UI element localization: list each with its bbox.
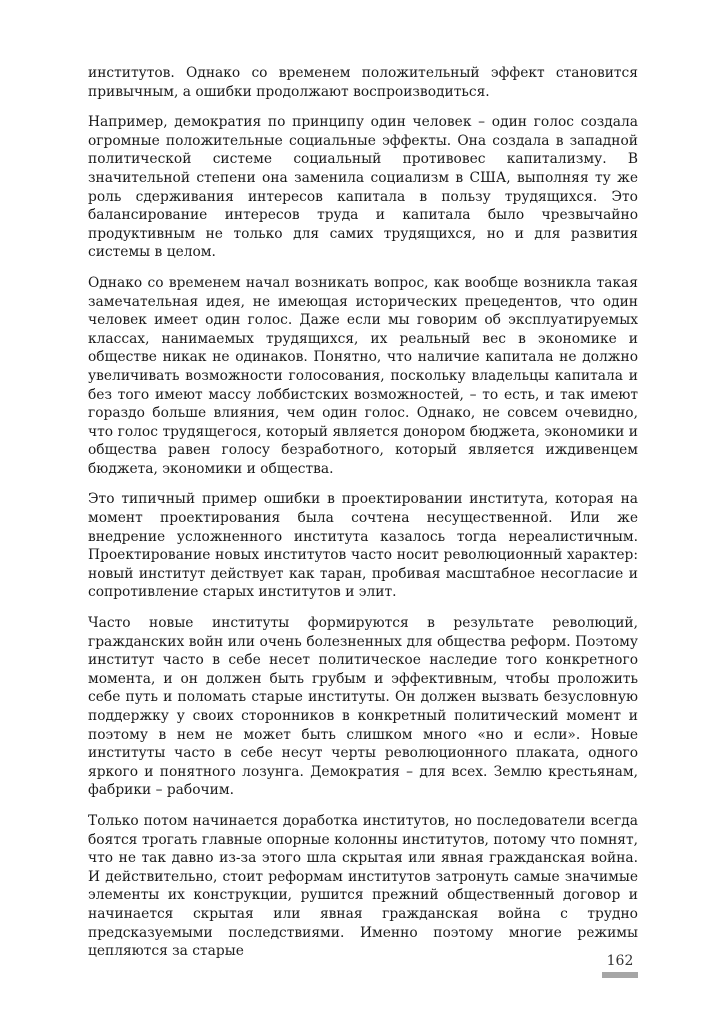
page-number-bar xyxy=(602,972,638,978)
paragraph-5: Часто новые институты формируются в результате революций, гражданских войн или очень болезненных для общества реформ. Поэтому институт часто в себе несет политическое наследие того конкретного момента, и он должен быть грубым и эффективным, чтобы проложить себе путь и поломать старые институты. Он должен вызвать безусловную поддержку у своих сторонников в конкретный политический момент и поэтому в нем не может быть слишком много «но и если». Новые институты часто в себе несут черты революционного плаката, одного яркого и понятного лозунга. Демократия – для всех. Землю крестьянам, фабрики – рабочим. xyxy=(88,615,638,799)
page-number: 162 xyxy=(606,953,634,969)
paragraph-1: институтов. Однако со временем положительный эффект становится привычным, а ошибки продолжают воспроизводиться. xyxy=(88,65,638,100)
page-footer xyxy=(602,952,638,978)
paragraph-4: Это типичный пример ошибки в проектировании института, которая на момент проектирования была сочтена несущественной. Или же внедрение усложненного института казалось тогда нереалистичным. Проектирование новых институтов часто носит революционный характер: новый институт действует как таран, пробивая масштабное несогласие и сопротивление старых институтов и элит. xyxy=(88,491,638,601)
paragraph-3: Однако со временем начал возникать вопрос, как вообще возникла такая замечательная идея, не имеющая исторических прецедентов, что один человек имеет один голос. Даже если мы говорим об эксплуатируемых классах, нанимаемых трудящихся, их реальный вес в экономике и обществе никак не одинаков. Понятно, что наличие капитала не должно увеличивать возможности голосования, поскольку владельцы капитала и без того имеют массу лоббистских возможностей, – то есть, и так имеют гораздо больше влияния, чем один голос. Однако, не совсем очевидно, что голос трудящегося, который является донором бюджета, экономики и общества равен голосу безработного, который является иждивенцем бюджета, экономики и общества. xyxy=(88,274,638,477)
paragraph-2: Например, демократия по принципу один человек – один голос создала огромные положительные социальные эффекты. Она создала в западной политической системе социальный противовес капитализму. В значительной степени она заменила социализм в США, выполняя ту же роль сдерживания интересов капитала в пользу трудящихся. Это балансирование интересов труда и капитала было чрезвычайно продуктивным не только для самих трудящихся, но и для развития системы в целом. xyxy=(88,114,638,261)
paragraph-6: Только потом начинается доработка институтов, но последователи всегда боятся трогать главные опорные колонны институтов, потому что помнят, что не так давно из-за этого шла скрытая или явная гражданская война. И действительно, стоит реформам институтов затронуть самые значимые элементы их конструкции, рушится прежний общественный договор и начинается скрытая или явная гражданская война с трудно предсказуемыми последствиями. Именно поэтому многие режимы цепляются за старые xyxy=(88,812,638,960)
page-body xyxy=(88,64,638,973)
